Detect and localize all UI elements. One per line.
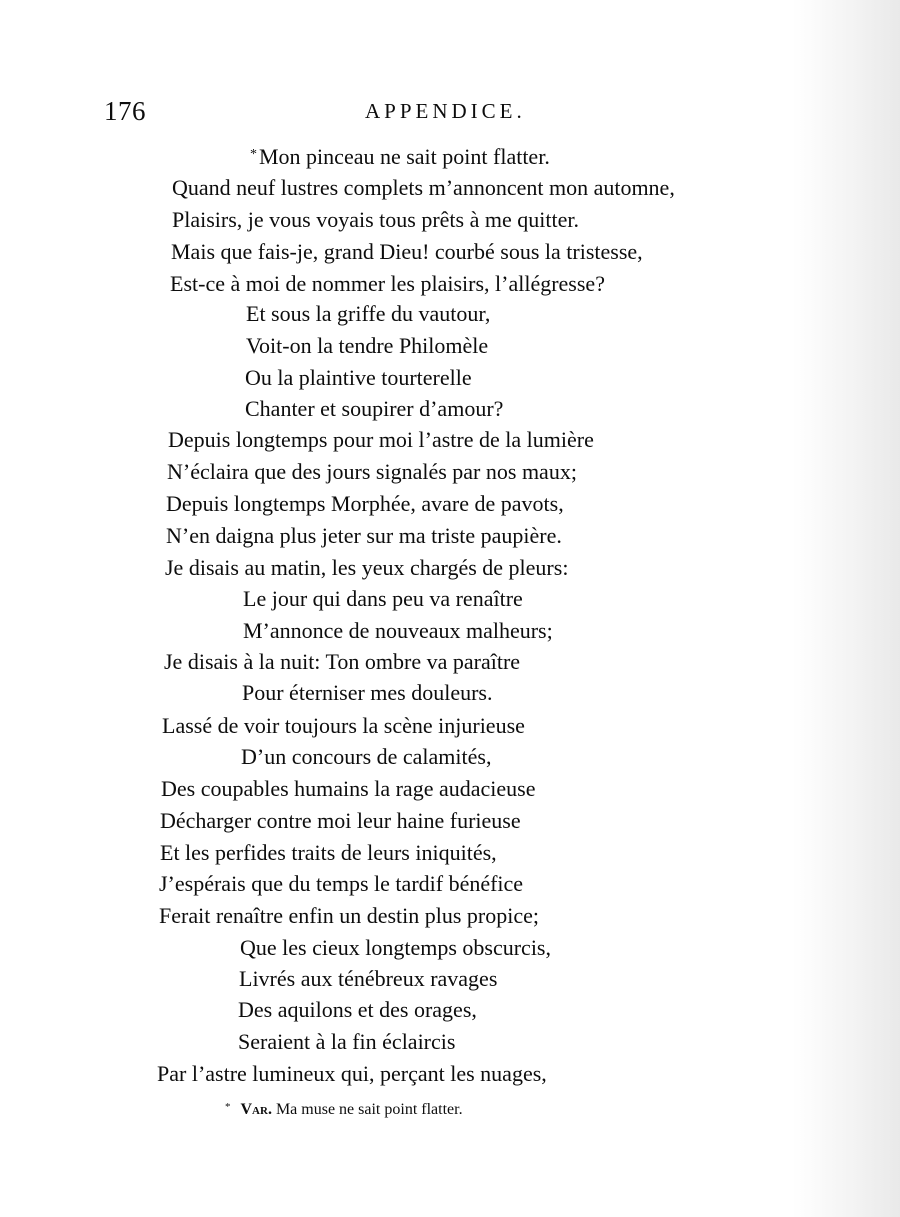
footnote-variant-label: Var. — [240, 1101, 272, 1118]
poem-line: Pour éterniser mes douleurs. — [242, 680, 493, 705]
poem-line: Quand neuf lustres complets m’annoncent mon automne, — [172, 175, 675, 200]
poem-line: Que les cieux longtemps obscurcis, — [240, 935, 551, 960]
poem-line: Voit-on la tendre Philomèle — [246, 333, 489, 358]
poem-line: Par l’astre lumineux qui, perçant les nuages, — [157, 1061, 547, 1086]
poem-line: Chanter et soupirer d’amour? — [245, 396, 504, 421]
poem-line: Depuis longtemps Morphée, avare de pavots, — [166, 491, 564, 516]
poem-line: N’en daigna plus jeter sur ma triste paupière. — [166, 523, 562, 548]
poem-line: M’annonce de nouveaux malheurs; — [243, 618, 553, 643]
poem-line-text: Mon pinceau ne sait point flatter. — [259, 144, 550, 169]
page-number: 176 — [104, 96, 146, 126]
poem-line: Lassé de voir toujours la scène injurieuse — [162, 713, 525, 738]
footnote-mark: * — [225, 1101, 231, 1113]
poem-line: Seraient à la fin éclaircis — [238, 1029, 456, 1054]
footnote-reference-mark: * — [250, 147, 257, 162]
poem-line: Ou la plaintive tourterelle — [245, 365, 472, 390]
poem-line: Je disais à la nuit: Ton ombre va paraître — [164, 649, 521, 674]
poem-line: Et les perfides traits de leurs iniquités, — [160, 840, 497, 865]
poem-line: Des coupables humains la rage audacieuse — [161, 776, 536, 801]
footnote — [225, 1101, 463, 1119]
poem-line: D’un concours de calamités, — [241, 744, 492, 769]
running-head: APPENDICE. — [365, 99, 526, 123]
poem-line: Livrés aux ténébreux ravages — [239, 966, 498, 991]
poem-line: Est-ce à moi de nommer les plaisirs, l’allégresse? — [170, 271, 605, 296]
poem-line: Et sous la griffe du vautour, — [246, 301, 491, 326]
poem-line: J’espérais que du temps le tardif bénéfice — [159, 871, 524, 896]
poem-line — [250, 146, 550, 168]
poem-line: Mais que fais-je, grand Dieu! courbé sous la tristesse, — [171, 239, 643, 264]
poem-line: N’éclaira que des jours signalés par nos maux; — [167, 459, 577, 484]
poem-line: Décharger contre moi leur haine furieuse — [160, 808, 521, 833]
poem-line: Ferait renaître enfin un destin plus propice; — [159, 903, 539, 928]
poem-line: Je disais au matin, les yeux chargés de pleurs: — [165, 555, 569, 580]
footnote-text: Ma muse ne sait point flatter. — [275, 1101, 463, 1118]
poem-line: Plaisirs, je vous voyais tous prêts à me quitter. — [172, 207, 579, 232]
poem-line: Des aquilons et des orages, — [238, 997, 477, 1022]
poem-line: Depuis longtemps pour moi l’astre de la lumière — [168, 427, 594, 452]
poem-line: Le jour qui dans peu va renaître — [243, 586, 523, 611]
